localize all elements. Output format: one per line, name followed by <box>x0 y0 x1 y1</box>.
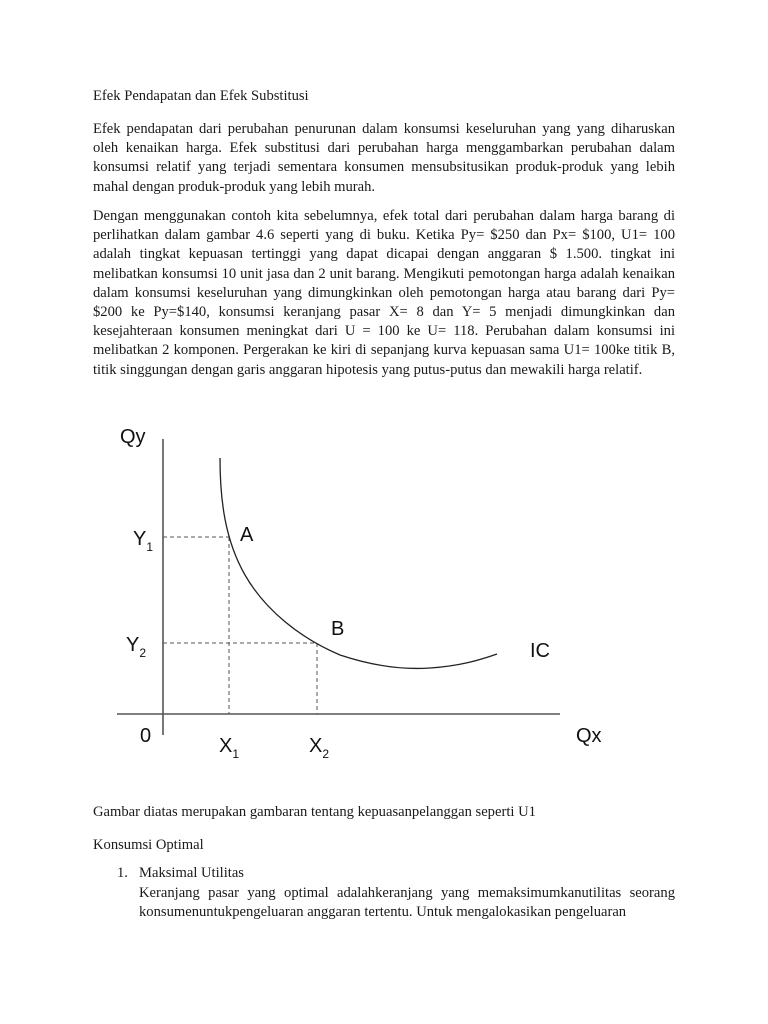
y-axis-label: Qy <box>120 426 146 448</box>
list-item-body: Keranjang pasar yang optimal adalahkeranjang yang memaksimumkanutilitas seorang konsumenuntukpengeluaran anggaran tertentu. Untuk mengalokasikan pengeluaran <box>139 884 675 920</box>
list-item-title: Maksimal Utilitas <box>139 865 244 881</box>
list-item-number: 1. <box>117 865 128 881</box>
origin-label: 0 <box>140 725 152 747</box>
curve-label: IC <box>530 640 550 662</box>
paragraph-income-effect: Efek pendapatan dari perubahan penurunan dalam konsumsi keseluruhan yang yang diharuskan oleh kenaikan harga. Efek substitusi dari perubahan harga menggambarkan perubahan dalam konsumsi relatif yang terjadi sementara konsumen mensubsitusikan produk-produk yang lebih mahal dengan produk-produk yang lebih murah. <box>93 121 675 195</box>
x2-label: $X_2$ <box>309 735 330 761</box>
y2-label: $Y_2$ <box>126 634 147 660</box>
section-title: Konsumsi Optimal <box>93 837 204 853</box>
guide-lines <box>163 537 317 714</box>
document-heading: Efek Pendapatan dan Efek Substitusi <box>93 88 309 104</box>
x-axis-label: Qx <box>576 725 602 747</box>
figure-caption: Gambar diatas merupakan gambaran tentang kepuasanpelanggan seperti U1 <box>93 804 536 820</box>
point-a-label: A <box>240 524 254 546</box>
x1-label: $X_1$ <box>219 735 240 761</box>
indifference-curve <box>220 458 497 668</box>
paragraph-example: Dengan menggunakan contoh kita sebelumnya, efek total dari perubahan dalam harga barang di perlihatkan dalam gambar 4.6 seperti yang di buku. Ketika Py= $250 dan Px= $100, U1= 100 adalah tingkat kepuasan tertinggi yang dapat dicapai dengan anggaran $ 1.500. tingkat ini melibatkan konsumsi 10 unit jasa dan 2 unit barang. Mengikuti pemotongan harga adalah kenaikan dalam konsumsi keseluruhan yang dimungkinkan oleh pemotongan harga atau barang dari Py= $200 ke Py=$140, konsumsi keranjang pasar X= 8 dan Y= 5 menjadi dimungkinkan dan kesejahteraan konsumen meningkat dari U = 100 ke U= 118. Perubahan dalam konsumsi ini melibatkan 2 komponen. Pergerakan ke kiri di sepanjang kurva kepuasan sama U1= 100ke titik B, titik singgungan dengan garis anggaran hipotesis yang putus-putus dan mewakili harga relatif. <box>93 208 675 378</box>
y1-label: $Y_1$ <box>133 528 154 554</box>
point-b-label: B <box>331 618 345 640</box>
